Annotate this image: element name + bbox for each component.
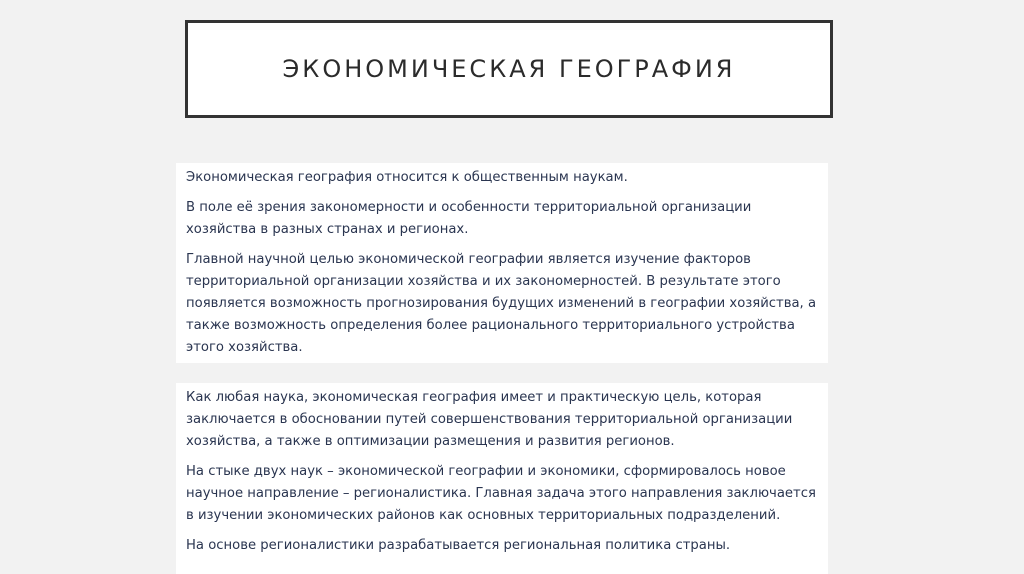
paragraph: На стыке двух наук – экономической географии и экономики, сформировалось новое научное направление – регионалистика. Главная задача этого направления заключается в изучении экономических районов как основных территориальных подразделений. (186, 464, 816, 523)
text-block-definition (176, 163, 828, 363)
paragraph: В поле её зрения закономерности и особенности территориальной организации хозяйства в разных странах и регионах. (186, 200, 752, 237)
paragraph: На основе регионалистики разрабатывается региональная политика страны. (186, 538, 731, 553)
paragraph: Главной научной целью экономической географии является изучение факторов территориальной организации хозяйства и их закономерностей. В результате этого появляется возможность прогнозирования будущих изменений в географии хозяйства, а также возможность определения более рационального территориального устройства этого хозяйства. (186, 252, 817, 355)
paragraph: Экономическая география относится к общественным наукам. (186, 170, 628, 185)
paragraph: Как любая наука, экономическая география имеет и практическую цель, которая заключается в обосновании путей совершенствования территориальной организации хозяйства, а также в оптимизации размещения и развития регионов. (186, 390, 793, 449)
text-block-practical-goal (176, 383, 828, 574)
title-box (185, 20, 833, 118)
slide-title: ЭКОНОМИЧЕСКАЯ ГЕОГРАФИЯ (282, 55, 736, 83)
